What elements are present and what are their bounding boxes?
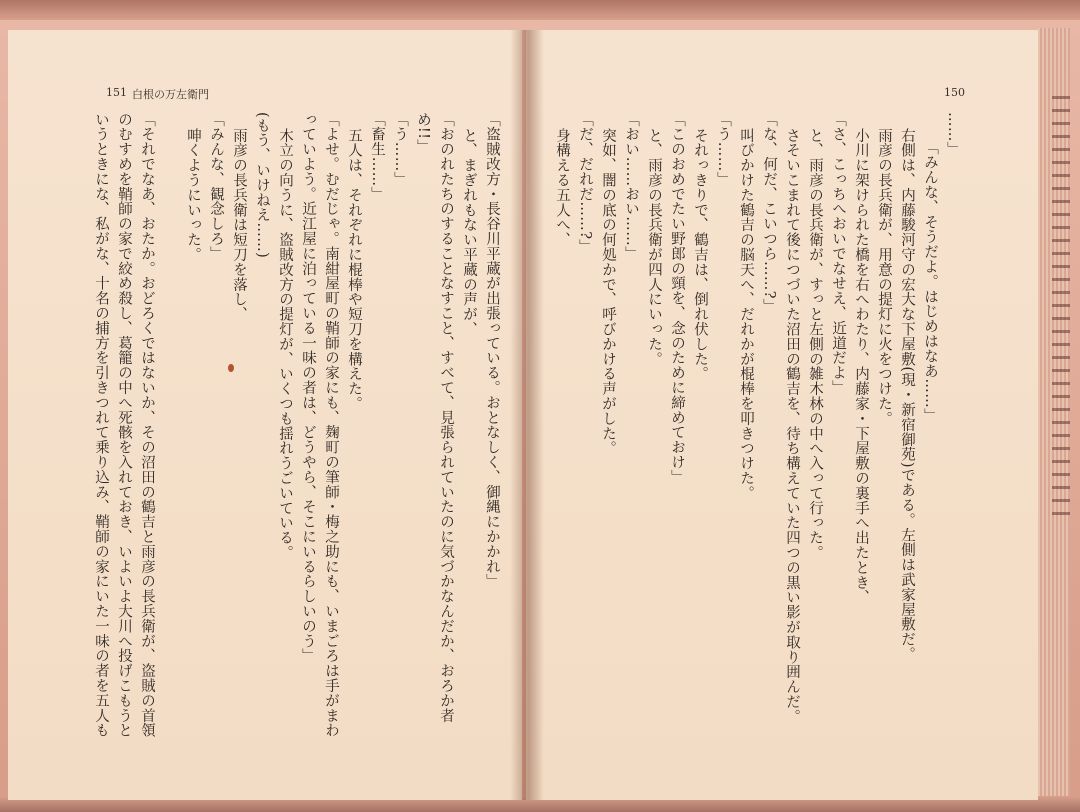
text-line: 叫びかけた鶴吉の脳天へ、だれかが棍棒を叩きつけた。 (738, 128, 754, 501)
text-line: 雨彦の長兵衛が、用意の提灯に火をつけた。 (876, 128, 892, 426)
text-line: っていよう。近江屋に泊っている一味の者は、どうやら、そこにいるらしいのう」 (300, 112, 316, 664)
text-line: 「盗賊改方・長谷川平蔵が出張っている。おとなしく、御縄にかかれ」 (484, 112, 500, 589)
text-line: 「さ、こっちへおいでなせえ、近道だよ」 (830, 112, 846, 396)
text-line: 「な、何だ、こいつら……?」 (761, 112, 777, 314)
text-line: それっきりで、鶴吉は、倒れ伏した。 (692, 128, 708, 382)
running-title: 白根の万左衛門 (132, 88, 209, 101)
text-line: 「みんな、観念しろ」 (208, 112, 224, 261)
text-line: 「おのれたちのすることなすこと、すべて、見張られていたのに気づかなんだか、おろか者 (438, 112, 454, 723)
text-line: 五人は、それぞれに棍棒や短刀を構えた。 (346, 128, 362, 412)
text-line: 木立の向うに、盗賊改方の提灯が、いくつも揺れうごいている。 (277, 128, 293, 561)
text-line: と、まぎれもない平蔵の声が、 (461, 128, 477, 337)
text-line: ……」 (945, 112, 961, 157)
text-line: いうときにな、私がな、十名の捕方を引きつれて乗り込み、鞘師の家にいた一味の者を五人も (93, 112, 109, 738)
text-line: 雨彦の長兵衛は短刀を落し、 (231, 128, 247, 322)
text-line: さそいこまれて後につづいた沼田の鶴吉を、待ち構えていた四つの黒い影が取り囲んだ。 (784, 128, 800, 724)
right-page-number: 150 (944, 86, 965, 99)
book-gutter (510, 30, 544, 800)
text-line: 「このおめでたい野郎の頸を、念のために締めておけ」 (669, 112, 685, 485)
text-line: と、雨彦の長兵衛が、すっと左側の雑木林の中へ入って行った。 (807, 128, 823, 561)
text-line: 身構える五人へ、 (554, 128, 570, 248)
page-edge-marks (1052, 96, 1070, 516)
ink-stain (228, 364, 234, 372)
text-line: 「う……」 (715, 112, 731, 187)
text-line: 「畜生……」 (369, 112, 385, 202)
left-page-number: 151 (106, 86, 127, 99)
text-line: 右側は、内藤駿河守の宏大な下屋敷(現・新宿御苑)である。左側は武家屋敷だ。 (899, 128, 915, 662)
text-line: 呻くようにいった。 (185, 128, 201, 263)
text-line: のむすめを鞘師の家で絞め殺し、葛籠の中へ死骸を入れておき、いよいよ大川へ投げこもうと (116, 112, 132, 738)
text-line: (もう、いけねえ……) (254, 112, 270, 259)
text-line: 「おい……おい……」 (623, 112, 639, 261)
text-line: 「みんな、そうだよ。はじめはなあ……」 (922, 140, 938, 424)
text-line: 「う……」 (392, 112, 408, 187)
text-line: 小川に架けられた橋を右へわたり、内藤家・下屋敷の裏手へ出たとき、 (853, 128, 869, 605)
text-line: 「だ、だれだ……?」 (577, 112, 593, 255)
book-cover-top-edge (0, 0, 1080, 20)
text-line: め!!」 (415, 112, 431, 155)
text-line: 「それでなあ、おたか。おどろくではないか、その沼田の鶴吉と雨彦の長兵衛が、盗賊の首領 (139, 112, 155, 738)
text-line: 突如、闇の底の何処かで、呼びかける声がした。 (600, 128, 616, 456)
text-line: と、雨彦の長兵衛が四人にいった。 (646, 128, 662, 367)
text-line: 「よせ。むだじゃ。南紺屋町の鞘師の家にも、麹町の筆師・梅之助にも、いまごろは手がまわ (323, 112, 339, 738)
